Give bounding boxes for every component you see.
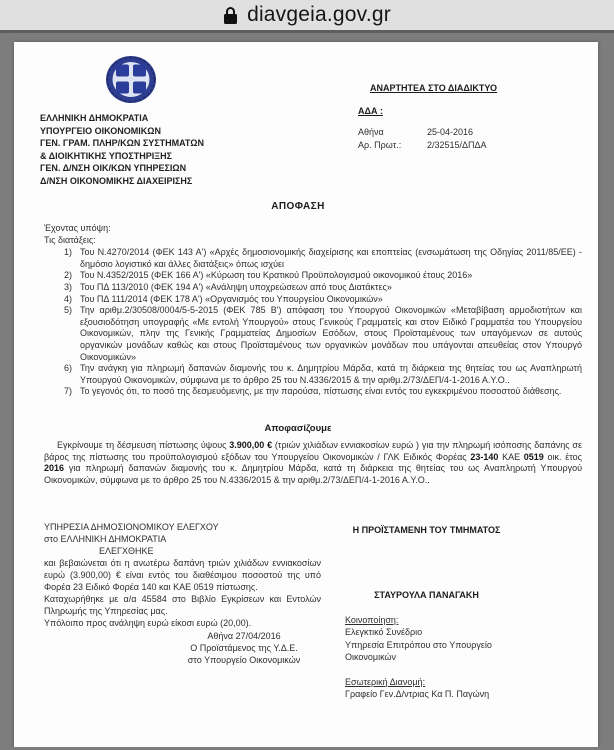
audit-registration: Καταχωρήθηκε με α/α 45584 στο Βιβλίο Εγκρίσεων και Εντολών Πληρωμής της Υπηρεσίας μας. — [44, 594, 321, 616]
notification-recipient: Υπηρεσία Επιτρόπου στο Υπουργείο — [345, 639, 492, 650]
item-text: Του ΠΔ 111/2014 (ΦΕΚ 178 Α') «Οργανισμός του Υπουργείου Οικονομικών» — [80, 293, 383, 304]
authority-line: ΓΕΝ. ΓΡΑΜ. ΠΛΗΡ/ΚΩΝ ΣΥΣΤΗΜΑΤΩΝ — [40, 138, 204, 149]
greek-coat-of-arms-icon — [103, 55, 159, 110]
page-viewport[interactable] — [0, 33, 614, 747]
item-text: Του Ν.4270/2014 (ΦΕΚ 143 Α') «Αρχές δημοσιονομικής διαχείρισης και εποπτείας (ενσωμάτωση της Οδηγίας 2011/85/ΕΕ) - δημόσιο λογιστικό και άλλες διατάξεις» όπως ισχύει — [80, 247, 582, 269]
decision-text: οικ. έτος — [543, 451, 582, 462]
authority-line: ΕΛΛΗΝΙΚΗ ΔΗΜΟΚΡΑΤΙΑ — [40, 113, 149, 123]
document-meta — [358, 83, 598, 151]
item-number: 2) — [64, 270, 73, 281]
item-number: 3) — [64, 281, 73, 292]
decision-text: Εγκρίνουμε τη δέσμευση πίστωσης ύψους — [57, 440, 230, 450]
date-row — [358, 127, 598, 138]
provision-item — [64, 247, 582, 270]
audit-sign-city-date: Αθήνα 27/04/2016 — [207, 631, 281, 641]
item-number: 7) — [64, 386, 73, 397]
internal-distribution-recipient: Γραφείο Γεν.Δ/ντριας Κα Π. Παγώνη — [345, 689, 490, 700]
decision-text: (τριών χιλιάδων εννιακοσίων ευρώ ) για την πληρωμή ισόποσης δαπάνης σε βάρος της πίστωσης του προϋπολογισμού εξόδων του Υπουργείου Οικονομικών / ΓΛΚ Ειδικός Φορέας — [44, 440, 582, 462]
item-number: 4) — [64, 293, 73, 304]
notification-recipient: Ελεγκτικό Συνέδριο — [345, 627, 423, 638]
address-url: diavgeia.gov.gr — [247, 3, 391, 26]
checked-label: ΕΛΕΓΧΘΗΚΕ — [99, 546, 154, 556]
decision-paragraph — [44, 440, 582, 486]
item-text: Το γεγονός ότι, το ποσό της δεσμευόμενης, με την παρούσα, πίστωσης είναι εντός του εγκεκριμένου ποσοστού διάθεσης. — [80, 386, 562, 397]
item-text: Του ΠΔ 113/2010 (ΦΕΚ 194 Α') «Ανάληψη υποχρεώσεων από τους Διατάκτες» — [80, 281, 392, 292]
notification-heading: Κοινοποίηση: — [345, 615, 399, 625]
browser-address-bar[interactable] — [0, 0, 614, 33]
internal-distribution-heading: Εσωτερική Διανομή: — [345, 676, 426, 687]
audit-sign-role: Ο Προϊστάμενος της Υ.Δ.Ε. — [190, 643, 298, 653]
authority-line: Δ/ΝΣΗ ΟΙΚΟΝΟΜΙΚΗΣ ΔΙΑΧΕΙΡΙΣΗΣ — [40, 175, 193, 186]
fiscal-year: 2016 — [44, 463, 65, 474]
authority-line: & ΔΙΟΙΚΗΤΙΚΗΣ ΥΠΟΣΤΗΡΙΞΗΣ — [40, 150, 172, 161]
signature-name: ΣΤΑΥΡΟΥΛΑ ΠΑΝΑΓΑΚΗ — [374, 590, 479, 600]
audit-balance: Υπόλοιπο προς ανάληψη ευρώ είκοσι ευρώ (20,00). — [44, 618, 252, 628]
preamble-sub: Τις διατάξεις: — [44, 235, 96, 246]
distribution-block — [345, 614, 492, 700]
decision-text: ΚΑΕ — [498, 451, 524, 462]
authority-line: ΥΠΟΥΡΓΕΙΟ ΟΙΚΟΝΟΜΙΚΩΝ — [40, 125, 161, 136]
item-text: Του Ν.4352/2015 (ΦΕΚ 166 Α') «Κύρωση του Κρατικού Προϋπολογισμού οικονομικού έτους 2016» — [80, 270, 473, 281]
provision-item — [64, 363, 582, 386]
item-number: 6) — [64, 363, 73, 374]
issuing-authority — [40, 112, 204, 188]
item-text: Την ανάγκη για πληρωμή δαπανών διαμονής του κ. Δημητρίου Μάρδα, κατά τη διάρκεια της θητείας του ως Αναπληρωτή Υπουργού Οικονομικών, σύμφωνα με το άρθρο 25 του Ν.4336/2015 & την αριθμ.2/73/ΔΕΠ/4-1-2016 Α.Υ.Ο.. — [80, 363, 582, 385]
protocol-row — [358, 140, 598, 151]
notification-recipient: Οικονομικών — [345, 652, 397, 663]
provision-item — [64, 282, 582, 294]
item-number: 1) — [64, 247, 73, 258]
internet-posting-label: ΑΝΑΡΤΗΤΕΑ ΣΤΟ ΔΙΑΔΙΚΤΥΟ — [370, 83, 497, 93]
forea-code: 23-140 — [470, 451, 499, 462]
item-text: Την αριθμ.2/30508/0004/5-5-2015 (ΦΕΚ 785 Β') απόφαση του Υπουργού Οικονομικών «Μεταβίβαση αρμοδιοτήτων και εξουσιοδότηση υπογραφής «Με εντολή Υπουργού» στους Γενικούς Γραμματείς και στον Ειδικό Γραμματέα του Υπουργείου Οικονομικών, πλην της Γενικής Γραμματείας Δημοσίων Εσόδων, στους Προϊσταμένους των υπαγόμενων σε αυτούς οργανικών μονάδων καθώς και στους Προϊσταμένους των οργανικών μονάδων που υπάγονται απευθείας στον Υπουργό Οικονομικών» — [80, 305, 582, 362]
audit-service-line: στο ΕΛΛΗΝΙΚΗ ΔΗΜΟΚΡΑΤΙΑ — [44, 534, 167, 544]
protocol-label: Αρ. Πρωτ.: — [358, 140, 402, 150]
ada-label: ΑΔΑ : — [358, 106, 383, 116]
decision-title: ΑΠΟΦΑΣΗ — [271, 201, 325, 212]
preamble-intro: Έχοντας υπόψη: — [44, 223, 111, 233]
department-head-signature — [344, 525, 509, 600]
provision-item — [64, 386, 582, 398]
audit-sign-role: στο Υπουργείο Οικονομικών — [187, 655, 301, 665]
date-value: 25-04-2016 — [427, 127, 474, 137]
provision-item — [64, 270, 582, 282]
city-label: Αθήνα — [358, 127, 384, 137]
provision-item — [64, 305, 582, 363]
item-number: 5) — [64, 305, 73, 316]
lock-icon — [223, 6, 238, 25]
preamble — [44, 223, 582, 398]
protocol-value: 2/32515/ΔΠΔΑ — [427, 140, 487, 150]
audit-signature — [164, 630, 324, 666]
provision-item — [64, 294, 582, 306]
decision-text: για πληρωμή δαπανών διαμονής του κ. Δημητρίου Μάρδα, κατά τη διάρκεια της θητείας του ως Αναπληρωτή Υπουργού Οικονομικών, σύμφωνα με το άρθρο 25 του Ν.4336/2015 & την αριθμ.2/73/ΔΕΠ/4-1-2016 Α.Υ.Ο.. — [44, 463, 582, 485]
audit-service-line: ΥΠΗΡΕΣΙΑ ΔΗΜΟΣΙΟΝΟΜΙΚΟΥ ΕΛΕΓΧΟΥ — [44, 522, 219, 532]
document-page — [14, 42, 598, 747]
amount-value: 3.900,00 € — [229, 440, 273, 450]
kae-code: 0519 — [523, 451, 544, 462]
audit-certification: και βεβαιώνεται ότι η ανωτέρω δαπάνη τριών χιλιάδων εννιακοσίων ευρώ (3.900,00) € είναι εντός του διαθέσιμου ποσοστού της υπό Φορέα 23 Ειδικό Φορέα 140 και ΚΑΕ 0519 πίστωσης. — [44, 558, 321, 592]
audit-service-block — [44, 521, 321, 666]
decision-heading: Αποφασίζουμε — [264, 423, 332, 434]
signature-role: Η ΠΡΟΪΣΤΑΜΕΝΗ ΤΟΥ ΤΜΗΜΑΤΟΣ — [352, 525, 501, 535]
authority-line: ΓΕΝ. Δ/ΝΣΗ ΟΙΚ/ΚΩΝ ΥΠΗΡΕΣΙΩΝ — [40, 163, 187, 174]
